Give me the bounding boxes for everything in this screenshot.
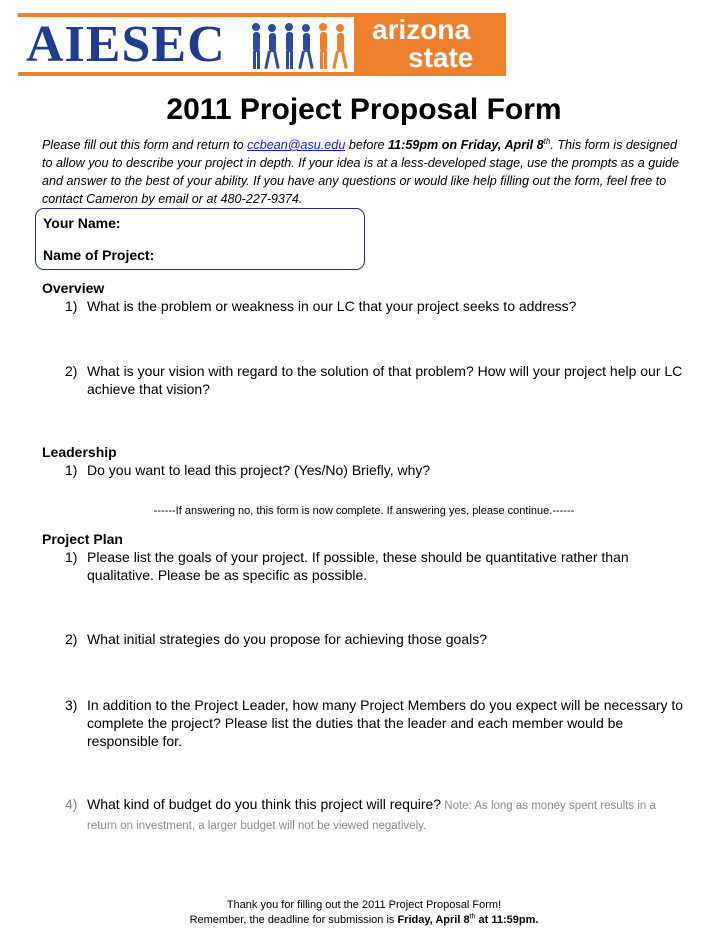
intro-deadline-sup: th <box>543 136 551 146</box>
aiesec-logo <box>18 13 506 76</box>
budget-note: Note: As long as money spent results in a return on investment, a larger budget will not be viewed negatively. <box>87 800 656 832</box>
intro-text-3: . This form is designed to allow you to describe your project in depth. If your idea is at a less-developed stage, use the prompts as a guide and answer to the best of your ability. If you have any questions or would like help filling out the form, feel free to contact Cameron by email or at 480-227-9374. <box>42 138 680 206</box>
question-number: 1) <box>65 462 78 478</box>
your-name-field[interactable]: Your Name: <box>43 215 121 231</box>
leadership-heading: Leadership <box>42 444 117 460</box>
overview-question-2 <box>65 362 685 398</box>
footer-deadline-sup: th <box>469 913 476 921</box>
footer-deadline-text: Remember, the deadline for submission is <box>189 914 398 926</box>
plan-question-3 <box>65 696 685 750</box>
logo-chapter-line2: state <box>408 42 474 73</box>
overview-heading: Overview <box>42 280 105 296</box>
question-text: What is your vision with regard to the solution of that problem? How will your project help our LC achieve that vision? <box>87 363 683 397</box>
budget-question: What kind of budget do you think this project will require? <box>87 796 442 812</box>
question-text: What initial strategies do you propose for achieving those goals? <box>87 631 488 647</box>
question-text: What is the problem or weakness in our LC that your project seeks to address? <box>87 298 577 314</box>
question-number: 2) <box>65 363 78 379</box>
question-number: 4) <box>65 796 78 812</box>
project-plan-heading: Project Plan <box>42 531 123 547</box>
question-number: 1) <box>65 298 78 314</box>
footer-deadline-time: at 11:59pm. <box>475 914 539 926</box>
logo-org-text: AIESEC <box>26 16 226 73</box>
footer-thanks: Thank you for filling out the 2011 Project Proposal Form! <box>226 899 502 911</box>
question-number: 1) <box>65 549 78 565</box>
intro-text-1: Please fill out this form and return to <box>42 138 248 152</box>
question-text: Please list the goals of your project. If possible, these should be quantitative rather than qualitative. Please be as specific as possible. <box>87 549 629 583</box>
leadership-question-1 <box>65 461 685 479</box>
intro-deadline: 11:59pm on Friday, April 8 <box>388 138 544 152</box>
footer-deadline-date: Friday, April 8 <box>397 914 470 926</box>
question-text: Do you want to lead this project? (Yes/No) Briefly, why? <box>87 462 431 478</box>
logo-chapter-panel <box>354 13 506 76</box>
footer-deadline <box>0 913 728 928</box>
logo-chapter-line1: arizona <box>372 14 471 45</box>
plan-question-4 <box>65 795 685 835</box>
project-name-field[interactable]: Name of Project: <box>43 247 155 263</box>
walking-people-icon <box>250 21 354 73</box>
intro-text-2: before <box>345 138 389 152</box>
question-number: 3) <box>65 697 78 713</box>
question-text: In addition to the Project Leader, how many Project Members do you expect will be necessary to complete the project? Please list the duties that the leader and each member would be responsible for. <box>87 697 684 749</box>
contact-email-link[interactable]: ccbean@asu.edu <box>247 138 346 152</box>
question-text <box>87 795 685 835</box>
logo-left-panel <box>18 13 354 76</box>
page-title: 2011 Project Proposal Form <box>166 93 562 126</box>
question-number: 2) <box>65 631 78 647</box>
intro-paragraph <box>42 136 682 208</box>
continue-divider: ------If answering no, this form is now complete. If answering yes, please continue.------ <box>153 505 575 517</box>
overview-question-1 <box>65 297 685 315</box>
plan-question-2 <box>65 630 685 648</box>
plan-question-1 <box>65 548 685 584</box>
